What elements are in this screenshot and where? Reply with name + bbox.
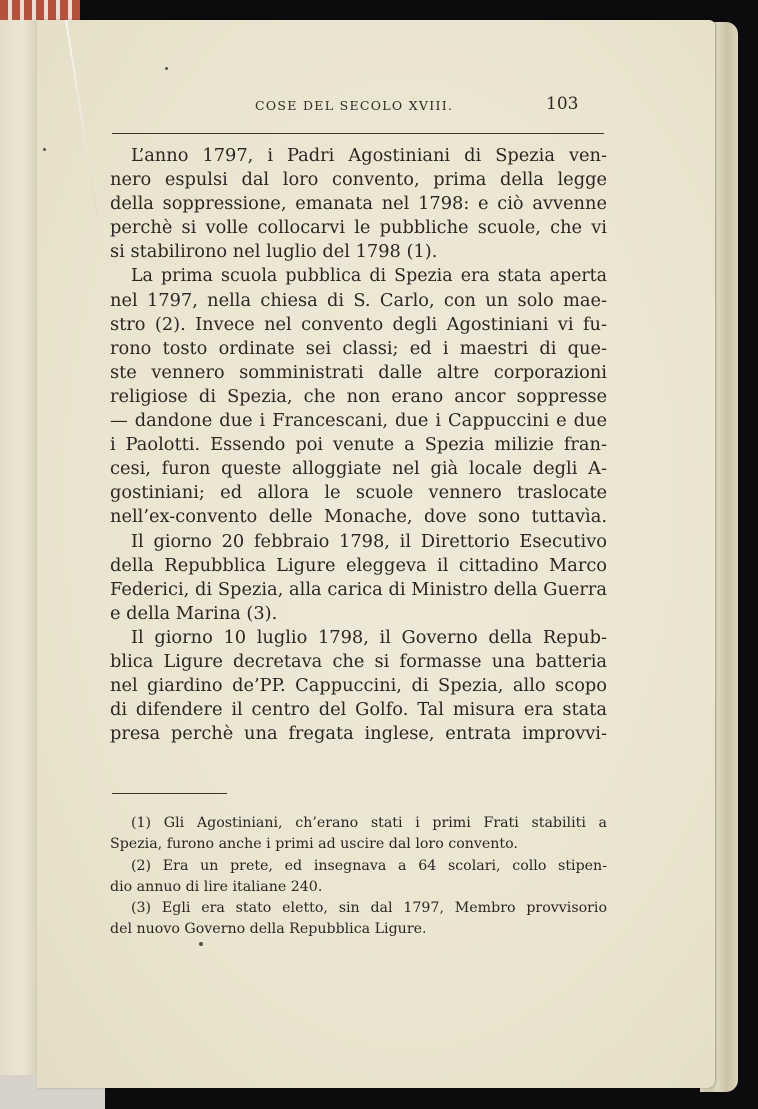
text-line: perchè si volle collocarvi le pubbliche scuole, che vi <box>110 217 607 239</box>
text-line: della soppressione, emanata nel 1798: e ciò avvenne <box>110 193 607 215</box>
text-line: si stabilirono nel luglio del 1798 (1). <box>110 241 438 263</box>
text-line: gostiniani; ed allora le scuole vennero traslocate <box>110 482 607 504</box>
book-ribbon <box>0 0 80 20</box>
text-line: di difendere il centro del Golfo. Tal misura era stata <box>110 699 607 721</box>
text-line: Il giorno 20 febbraio 1798, il Direttorio Esecutivo <box>131 530 607 552</box>
text-line: stro (2). Invece nel convento degli Agostiniani vi fu- <box>110 313 607 335</box>
text-line: nero espulsi dal loro convento, prima della legge <box>110 169 607 191</box>
ink-speck <box>165 67 168 70</box>
text-line: — dandone due i Francescani, due i Cappuccini e due <box>110 410 607 432</box>
text-line: ste vennero somministrati dalle altre corporazioni <box>110 361 607 383</box>
text-line: religiose di Spezia, che non erano ancor soppresse <box>110 385 607 407</box>
text-line: La prima scuola pubblica di Spezia era stata aperta <box>131 266 607 287</box>
footnote-line: dio annuo di lire italiane 240. <box>110 878 323 895</box>
ink-speck <box>199 942 203 946</box>
text-line: L’anno 1797, i Padri Agostiniani di Spezia ven- <box>131 145 607 166</box>
footnote-rule <box>112 793 227 794</box>
page-number: 103 <box>546 94 579 114</box>
footnote-line: Spezia, furono anche i primi ad uscire dal loro convento. <box>110 836 518 853</box>
running-head: COSE DEL SECOLO XVIII. <box>255 98 454 113</box>
footnote-line: del nuovo Governo della Repubblica Ligure. <box>110 921 427 938</box>
text-line: e della Marina (3). <box>110 602 278 624</box>
text-line: della Repubblica Ligure eleggeva il cittadino Marco <box>110 554 607 576</box>
text-line: Il giorno 10 luglio 1798, il Governo della Repub- <box>131 626 607 648</box>
book-page <box>37 20 715 1088</box>
paragraph <box>110 530 607 626</box>
paragraph <box>110 264 607 529</box>
text-line: cesi, furon queste alloggiate nel già locale degli A- <box>110 458 607 480</box>
footnote <box>110 898 607 941</box>
footnote <box>110 856 607 899</box>
text-line: i Paolotti. Essendo poi venute a Spezia milizie fran- <box>110 434 607 456</box>
text-line: presa perchè una fregata inglese, entrata improvvi- <box>110 723 607 745</box>
paragraph <box>110 144 607 264</box>
header-rule <box>112 133 604 134</box>
footnote-line: (2) Era un prete, ed insegnava a 64 scolari, collo stipen- <box>131 857 607 874</box>
body-text <box>110 144 607 746</box>
text-line: nel giardino de’PP. Cappuccini, di Spezia, allo scopo <box>110 675 607 697</box>
footnotes <box>110 813 607 941</box>
footnote-line: (1) Gli Agostiniani, ch’erano stati i primi Frati stabiliti a <box>131 815 607 831</box>
facing-page-edge <box>0 20 39 1080</box>
ink-speck <box>43 148 46 151</box>
text-line: Federici, di Spezia, alla carica di Ministro della Guerra <box>110 578 607 600</box>
text-line: nell’ex-convento delle Monache, dove sono tuttavìa. <box>110 506 607 528</box>
text-line: nel 1797, nella chiesa di S. Carlo, con un solo mae- <box>110 289 607 311</box>
footnote <box>110 813 607 856</box>
paragraph <box>110 626 607 746</box>
text-line: rono tosto ordinate sei classi; ed i maestri di que- <box>110 337 607 359</box>
page-crease <box>65 20 98 218</box>
footnote-line: (3) Egli era stato eletto, sin dal 1797, Membro provvisorio <box>131 900 607 917</box>
text-line: blica Ligure decretava che si formasse una batteria <box>110 650 607 672</box>
